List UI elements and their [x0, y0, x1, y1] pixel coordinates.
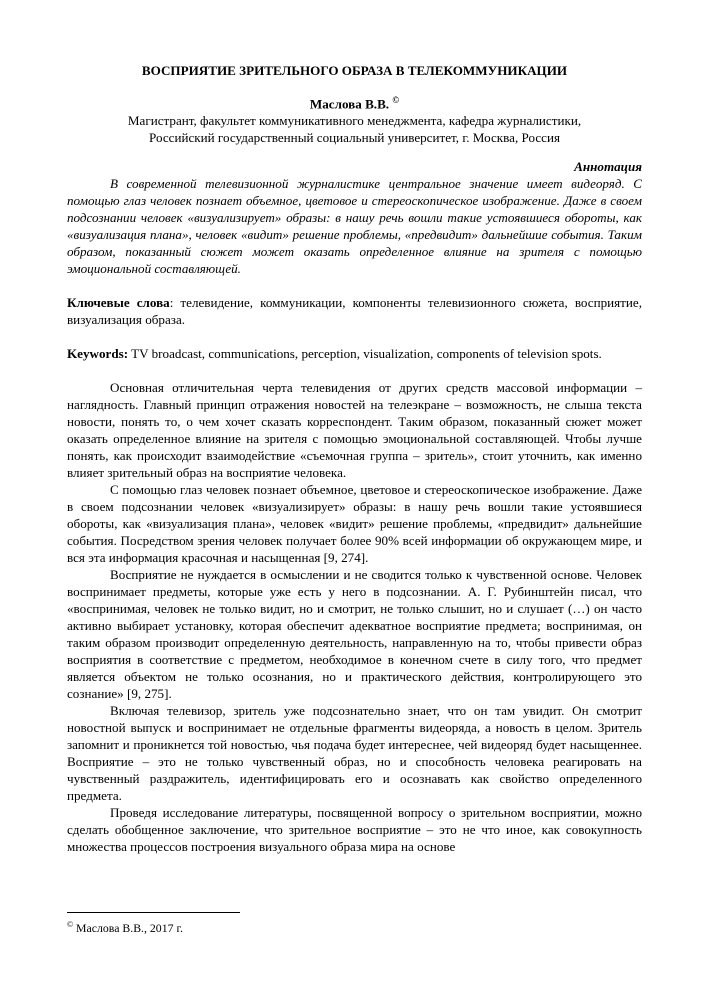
- keywords-en: [67, 345, 642, 362]
- copyright-mark: ©: [392, 95, 400, 105]
- footnote-text: Маслова В.В., 2017 г.: [73, 920, 183, 935]
- article-body: [67, 379, 642, 855]
- abstract-text: В современной телевизионной журналистике центральное значение имеет видеоряд. С помощью глаз человек познает объемное, цветовое и стереоскопическое изображение. Даже в своем подсознании человек «визуализирует» образы: в нашу речь вошли такие устоявшиеся обороты, как «визуализация плана», человек «видит» решение проблемы, «предвидит» дальнейшие события. Таким образом, показанный сюжет может оказать определенное влияние на зрителя с помощью эмоциональной составляющей.: [67, 176, 642, 277]
- author-line: [67, 92, 642, 112]
- abstract-heading: Аннотация: [574, 159, 642, 175]
- article: [67, 62, 642, 855]
- paragraph: Проведя исследование литературы, посвященной вопросу о зрительном восприятии, можно сделать обобщенное заключение, что зрительное восприятие – это не что иное, как совокупность множества процессов построения визуального образа мира на основе: [67, 805, 642, 855]
- affiliation-line-2: Российский государственный социальный университет, г. Москва, Россия: [149, 130, 560, 146]
- paragraph: С помощью глаз человек познает объемное, цветовое и стереоскопическое изображение. Даже в своем подсознании человек «визуализирует» образы: в нашу речь вошли такие устоявшиеся обороты, как «визуализация плана», человек «видит» решение проблемы, «предвидит» дальнейшие события. Посредством зрения человек получает более 90% всей информации об окружающем мире, и вся эта информация красочная и насыщенная [9, 274].: [67, 482, 642, 566]
- keywords-en-label: Keywords:: [67, 346, 129, 362]
- author-name: Маслова В.В.: [309, 96, 390, 112]
- keywords-ru-label: Ключевые слова: [67, 295, 170, 311]
- affiliation-line-1: Магистрант, факультет коммуникативного менеджмента, кафедра журналистики,: [127, 113, 582, 129]
- footnote-mark: ©: [67, 920, 74, 929]
- paragraph: Включая телевизор, зритель уже подсознательно знает, что он там увидит. Он смотрит новостной выпуск и воспринимает не отдельные фрагменты видеоряда, а новость в целом. Зритель запомнит и проникнется той новостью, чья подача будет интереснее, чей видеоряд будет насыщеннее. Восприятие – это не только чувственный образ, но и способность человека реагировать на чувственный раздражитель, идентифицировать его и осознавать как свойство определенного предмета.: [67, 703, 642, 804]
- keywords-ru-text: : телевидение, коммуникации, компоненты телевизионного сюжета, восприятие, визуализация образа.: [67, 295, 643, 328]
- footnote: [67, 920, 183, 936]
- paragraph: Восприятие не нуждается в осмыслении и не сводится только к чувственной основе. Человек воспринимает предметы, которые уже есть у него в подсознании. А. Г. Рубинштейн писал, что «воспринимая, человек не только видит, но и смотрит, не только слышит, но и слушает (…) он часто активно выбирает установку, которая обеспечит адекватное восприятие предмета; воспринимая, он таким образом производит определенную деятельность, направленную на то, чтобы привести образ восприятия в соответствие с предметом, необходимое в конечном счете в силу того, что предмет является объектом не только осознания, но и практического действия, контролирующего это сознание» [9, 275].: [67, 567, 642, 702]
- keywords-ru: [67, 294, 642, 328]
- article-title: ВОСПРИЯТИЕ ЗРИТЕЛЬНОГО ОБРАЗА В ТЕЛЕКОММУНИКАЦИИ: [141, 63, 568, 78]
- keywords-en-text: TV broadcast, communications, perception, visualization, components of television spots.: [128, 346, 602, 362]
- paragraph: Основная отличительная черта телевидения от других средств массовой информации – наглядность. Главный принцип отражения новостей на телеэкране – возможность, не слыша текста новости, понять то, о чем хочет сказать корреспондент. Таким образом, показанный сюжет может оказать определенное влияние на зрителя с помощью эмоциональной составляющей. Чтобы лучше понять, как происходит взаимодействие «съемочная группа – зритель», стоит уточнить, как именно влияет зрительный образ на восприятие человека.: [67, 380, 642, 481]
- footnote-divider: [67, 912, 240, 913]
